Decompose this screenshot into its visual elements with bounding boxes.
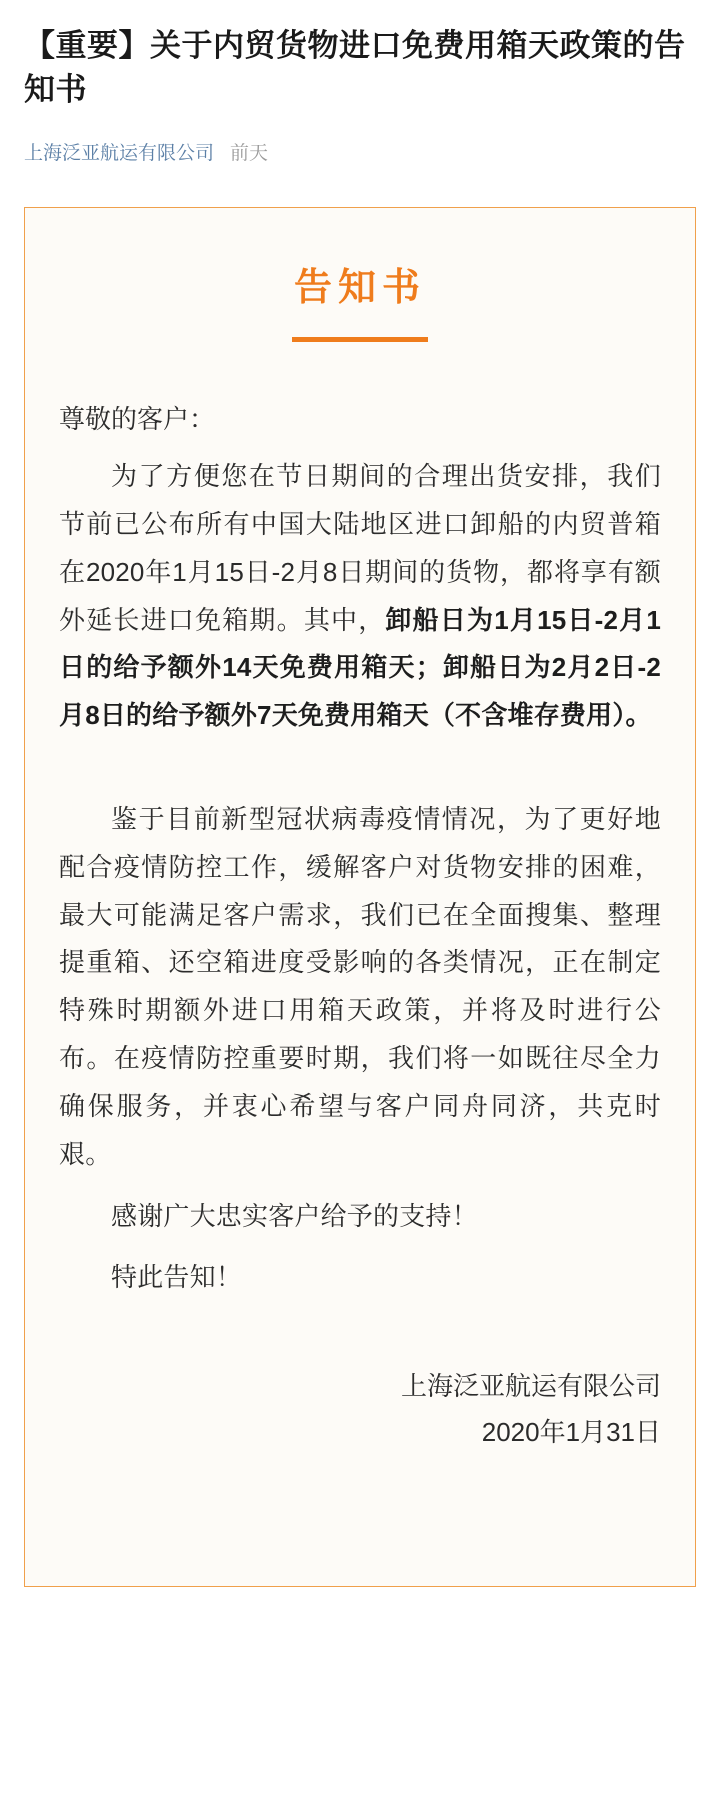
heading-underline: [292, 337, 428, 342]
signature-company: 上海泛亚航运有限公司: [400, 1371, 661, 1402]
paragraph-policy-text: 为了方便您在节日期间的合理出货安排，我们节前已公布所有中国大陆地区进口卸船的内贸普箱在2020年1月15日-2月8日期间的货物，都将享有额外延长进口免箱期。其中，: [59, 461, 661, 635]
paragraph-notify: 特此告知！: [111, 1262, 243, 1293]
paragraph-thanks: 感谢广大忠实客户给予的支持！: [111, 1200, 478, 1231]
publisher-account-link[interactable]: 上海泛亚航运有限公司: [24, 143, 215, 165]
paragraph-policy: [59, 453, 661, 740]
signature-block: [59, 1364, 661, 1455]
page-title: 【重要】关于内贸货物进口免费用箱天政策的告知书: [24, 28, 686, 108]
article-meta: [24, 138, 696, 165]
notice-heading: 告知书: [293, 267, 426, 310]
signature-date: 2020年1月31日: [481, 1416, 661, 1447]
salutation: 尊敬的客户：: [59, 404, 216, 435]
paragraph-epidemic: 鉴于目前新型冠状病毒疫情情况，为了更好地配合疫情防控工作，缓解客户对货物安排的困难，最大可能满足客户需求，我们已在全面搜集、整理提重箱、还空箱进度受影响的各类情况，正在制定特殊时期额外进口用箱天政策，并将及时进行公布。在疫情防控重要时期，我们将一如既往尽全力确保服务，并衷心希望与客户同舟同济，共克时艰。: [59, 804, 661, 1169]
paragraph-policy-emphasis: 卸船日为1月15日-2月1日的给予额外14天免费用箱天；卸船日为2月2日-2月8日的给予额外7天免费用箱天（不含堆存费用）。: [59, 604, 661, 731]
publish-time: 前天: [230, 143, 269, 165]
notice-card: [24, 207, 696, 1587]
